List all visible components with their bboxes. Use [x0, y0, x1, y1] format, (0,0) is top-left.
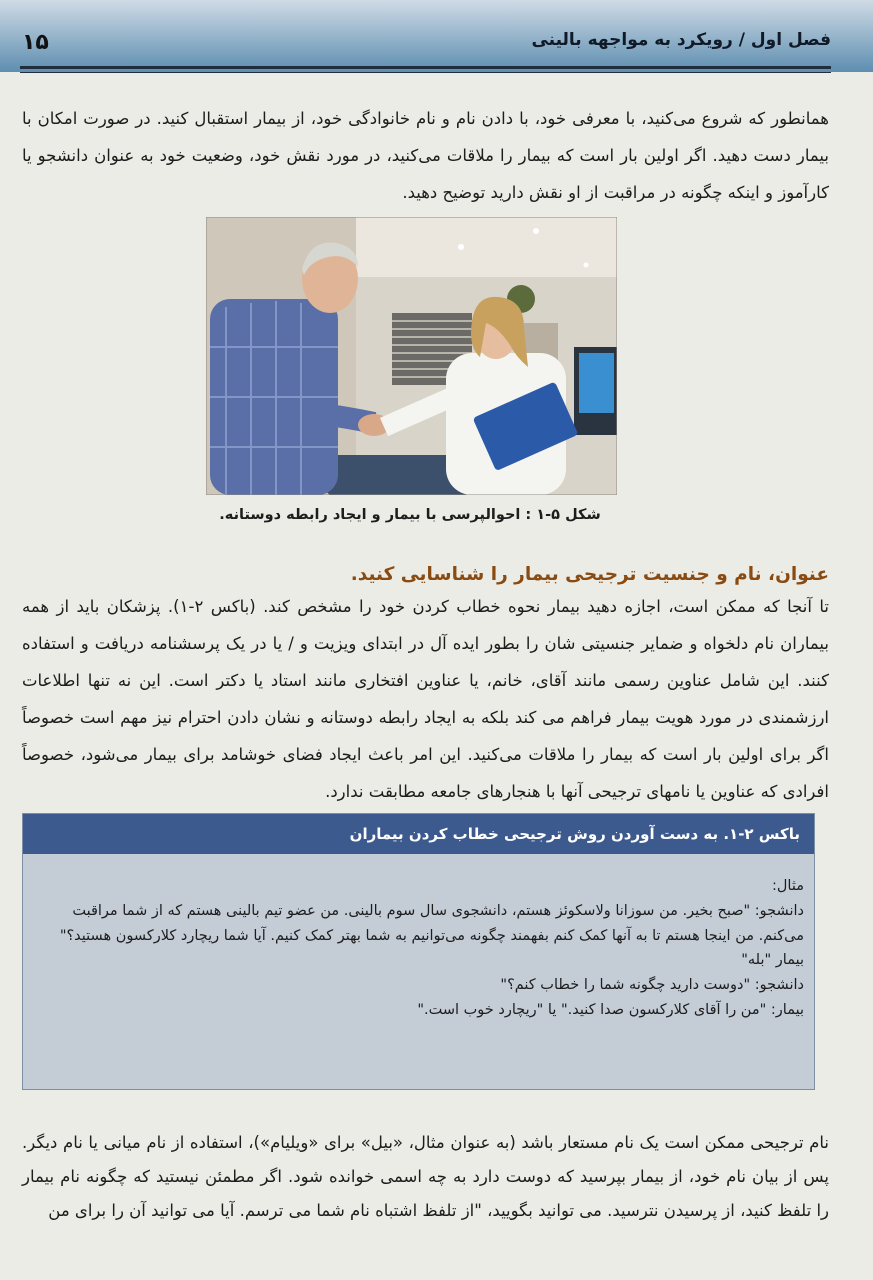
- figure-caption: شکل ۵-۱ : احوالپرسی با بیمار و ایجاد رابطه دوستانه.: [219, 507, 601, 523]
- box-line: دانشجو: "صبح بخیر. من سوزانا ولاسکوئز هستم، دانشجوی سال سوم بالینی. من عضو تیم بالینی هستم که از شما مراقبت می‌کنم. من اینجا هستم تا به آنها کمک کنم بفهمند چگونه می‌توانیم به شما بهتر کمک کنیم. آیا شما ریچارد کلارکسون هستید؟": [59, 902, 804, 944]
- section-heading: عنوان، نام و جنسیت ترجیحی بیمار را شناسایی کنید.: [350, 564, 829, 585]
- chapter-title: فصل اول / رویکرد به مواجهه بالینی: [531, 30, 831, 50]
- figure-photo: [206, 217, 617, 495]
- header-rule-thin: [20, 72, 831, 73]
- page-header: [0, 0, 873, 72]
- box-line: دانشجو: "دوست دارید چگونه شما را خطاب کنم؟": [500, 977, 804, 994]
- intro-paragraph: همانطور که شروع می‌کنید، با معرفی خود، با دادن نام و نام خانوادگی خود، از بیمار استقبال کنید. در صورت امکان با بیمار دست دهید. اگر اولین بار است که بیمار را ملاقات می‌کنید، در مورد نقش خود، وضعیت خود به عنوان دانشجو یا کارآموز و اینکه چگونه در مراقبت از او نقش دارید توضیح دهید.: [22, 109, 829, 202]
- handshake-illustration: [206, 217, 617, 495]
- section-paragraph: تا آنجا که ممکن است، اجازه دهید بیمار نحوه خطاب کردن خود را مشخص کند. (باکس ۲-۱). پزشکان باید از همه بیماران نام دلخواه و ضمایر جنسیتی شان را بطور ایده آل در ابتدای ویزیت و / یا در یک پرسشنامه دریافت و استفاده کنند. این شامل عناوین رسمی مانند آقای، خانم، یا عناوین افتخاری مانند استاد یا دکتر است. این نه تنها اطلاعات ارزشمندی در مورد هویت بیمار فراهم می کند بلکه به ایجاد رابطه دوستانه و نشان دادن احترام نیز مهم است خصوصاً اگر برای اولین بار است که بیمار را ملاقات می‌کنید. این امر باعث ایجاد فضای خوشامد برای بیمار می‌شود، خصوصاً افرادی که عناوین یا نامهای ترجیحی آنها با هنجارهای جامعه مطابقت ندارد.: [22, 597, 830, 801]
- header-rule: [20, 66, 831, 69]
- box-title: باکس ۲-۱. به دست آوردن روش ترجیحی خطاب کردن بیماران: [349, 825, 800, 843]
- box-line: بیمار "بله": [741, 952, 804, 969]
- box-body: [35, 874, 804, 1023]
- box-line: بیمار: "من را آقای کلارکسون صدا کنید." یا "ریچارد خوب است.": [417, 1001, 804, 1018]
- sidebar-box: [22, 813, 815, 1090]
- page-number: ۱۵: [22, 30, 49, 55]
- box-line: مثال:: [772, 878, 804, 894]
- closing-paragraph: نام ترجیحی ممکن است یک نام مستعار باشد (به عنوان مثال، «بیل» برای «ویلیام»)، استفاده از نام میانی یا نام دیگر. پس از بیان نام خود، از بیمار بپرسید که دوست دارد به چه اسمی خوانده شود. اگر مطمئن نیستید که چگونه نام بیمار را تلفظ کنید، از پرسیدن نترسید. می توانید بگویید، "از تلفظ اشتباه نام شما می ترسم. آیا می توانید آن را برای من: [22, 1133, 829, 1220]
- box-header: [23, 814, 814, 854]
